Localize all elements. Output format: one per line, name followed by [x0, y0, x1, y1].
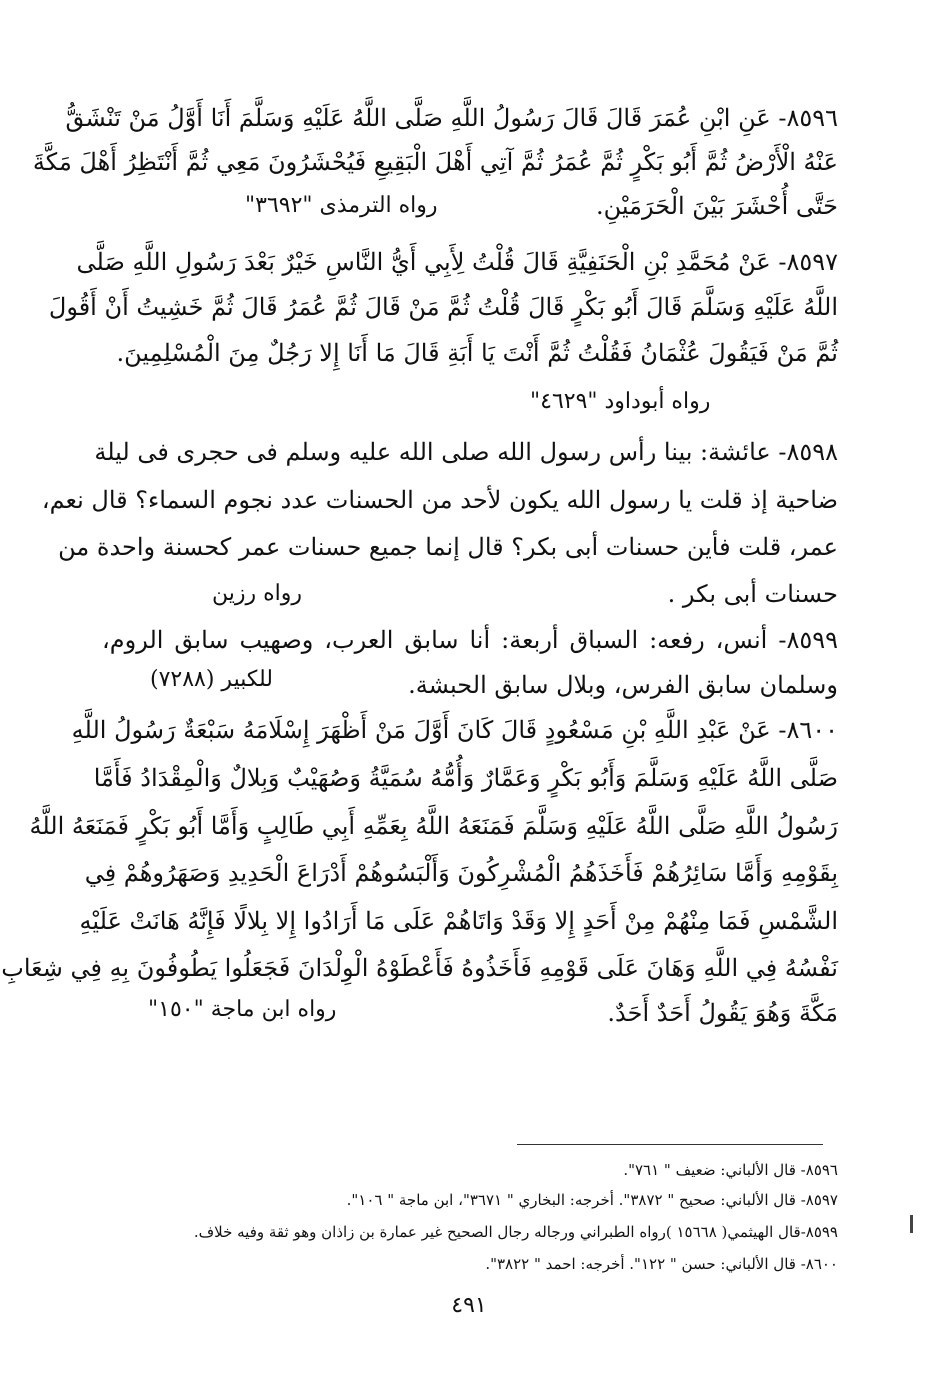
margin-mark	[910, 1215, 913, 1233]
text-line: وسلمان سابق الفرس، وبلال سابق الحبشة.	[408, 671, 838, 699]
footnote: ٨٥٩٧- قال الألباني: صحيح " ٣٨٧٢". أخرجه: البخاري " ٣٦٧١"، ابن ماجة " ١٠٦".	[346, 1191, 838, 1209]
footnote-divider	[517, 1144, 823, 1145]
text-line: عمر، قلت فأين حسنات أبى بكر؟ قال إنما جميع حسنات عمر كحسنة واحدة من	[58, 533, 838, 561]
text-line: الشَّمْسِ فَمَا مِنْهُمْ مِنْ أَحَدٍ إِلا وَقَدْ وَاتَاهُمْ عَلَى مَا أَرَادُوا إِلا بِلالًا فَإِنَّهُ هَانَتْ عَلَيْهِ	[79, 907, 838, 935]
text-line: بِقَوْمِهِ وَأَمَّا سَائِرُهُمْ فَأَخَذَهُمُ الْمُشْرِكُونَ وَأَلْبَسُوهُمْ أَدْرَاعَ الْحَدِيدِ وَصَهَرُوهُمْ فِي	[84, 859, 838, 887]
text-line: حَتَّى أُحْشَرَ بَيْنَ الْحَرَمَيْنِ.	[595, 192, 838, 220]
source-reference: للكبير (٧٢٨٨)	[150, 667, 273, 692]
text-line: ٨٥٩٦- عَنِ ابْنِ عُمَرَ قَالَ قَالَ رَسُولُ اللَّهِ صَلَّى اللَّهُ عَلَيْهِ وَسَلَّمَ أَنَا أَوَّلُ مَنْ تَنْشَقُّ	[65, 104, 838, 132]
footnote: ٨٥٩٦- قال الألباني: ضعيف " ٧٦١".	[623, 1161, 838, 1179]
text-line: ٨٦٠٠- عَنْ عَبْدِ اللَّهِ بْنِ مَسْعُودٍ قَالَ كَانَ أَوَّلَ مَنْ أَظْهَرَ إِسْلَامَهُ سَبْعَةٌ رَسُولُ اللَّهِ	[71, 716, 838, 744]
footnote: ٨٦٠٠- قال الألباني: حسن " ١٢٢". أخرجه: احمد " ٣٨٢٢".	[485, 1255, 838, 1273]
source-reference: رواه الترمذى "٣٦٩٢"	[245, 193, 438, 218]
text-line: رَسُولُ اللَّهِ صَلَّى اللَّهُ عَلَيْهِ وَسَلَّمَ فَمَنَعَهُ اللَّهُ بِعَمِّهِ أَبِي طَالِبٍ وَأَمَّا أَبُو بَكْرٍ فَمَنَعَهُ اللَّهُ	[29, 812, 838, 840]
text-line: ضاحية إذ قلت يا رسول الله يكون لأحد من الحسنات عدد نجوم السماء؟ قال نعم،	[41, 486, 838, 514]
text-line: اللَّهُ عَلَيْهِ وَسَلَّمَ قَالَ أَبُو بَكْرٍ قَالَ قُلْتُ ثُمَّ مَنْ قَالَ ثُمَّ عُمَرُ قَالَ ثُمَّ خَشِيتُ أَنْ أَقُولَ	[48, 293, 838, 321]
text-line: نَفْسُهُ فِي اللَّهِ وَهَانَ عَلَى قَوْمِهِ فَأَخَذُوهُ فَأَعْطَوْهُ الْوِلْدَانَ فَجَعَلُوا يَطُوفُونَ بِهِ فِي شِعَابِ	[1, 954, 838, 982]
source-reference: رواه رزين	[212, 581, 302, 606]
source-reference: رواه ابن ماجة "١٥٠"	[148, 997, 337, 1022]
text-line: عَنْهُ الْأَرْضُ ثُمَّ أَبُو بَكْرٍ ثُمَّ عُمَرُ ثُمَّ آتِي أَهْلَ الْبَقِيعِ فَيُحْشَرُونَ مَعِي ثُمَّ أَنْتَظِرُ أَهْلَ مَكَّةَ	[32, 148, 838, 176]
source-reference: رواه أبوداود "٤٦٢٩"	[530, 389, 711, 414]
text-line: ٨٥٩٧- عَنْ مُحَمَّدِ بْنِ الْحَنَفِيَّةِ قَالَ قُلْتُ لِأَبِي أَيُّ النَّاسِ خَيْرٌ بَعْدَ رَسُولِ اللَّهِ صَلَّى	[76, 248, 838, 276]
footnote: ٨٥٩٩-قال الهيثمي( ١٥٦٦٨ )رواه الطبراني ورجاله رجال الصحيح غير عمارة بن زاذان وهو ثقة وفيه خلاف.	[193, 1223, 838, 1241]
page-number: ٤٩١	[451, 1293, 487, 1318]
text-line: ٨٥٩٨- عائشة: بينا رأس رسول الله صلى الله عليه وسلم فى حجرى فى ليلة	[94, 438, 838, 466]
text-line: حسنات أبى بكر .	[667, 580, 838, 608]
text-line: ثُمَّ مَنْ فَيَقُولَ عُثْمَانُ فَقُلْتُ ثُمَّ أَنْتَ يَا أَبَةِ قَالَ مَا أَنَا إِلا رَجُلٌ مِنَ الْمُسْلِمِينَ.	[116, 339, 838, 367]
text-line: مَكَّةَ وَهُوَ يَقُولُ أَحَدٌ أَحَدٌ.	[607, 999, 838, 1027]
text-line: صَلَّى اللَّهُ عَلَيْهِ وَسَلَّمَ وَأَبُو بَكْرٍ وَعَمَّارٌ وَأُمُّهُ سُمَيَّةُ وَصُهَيْبٌ وَبِلالٌ وَالْمِقْدَادُ فَأَمَّا	[93, 764, 838, 792]
text-line: ٨٥٩٩- أنس، رفعه: السباق أربعة: أنا سابق العرب، وصهيب سابق الروم،	[102, 626, 838, 654]
